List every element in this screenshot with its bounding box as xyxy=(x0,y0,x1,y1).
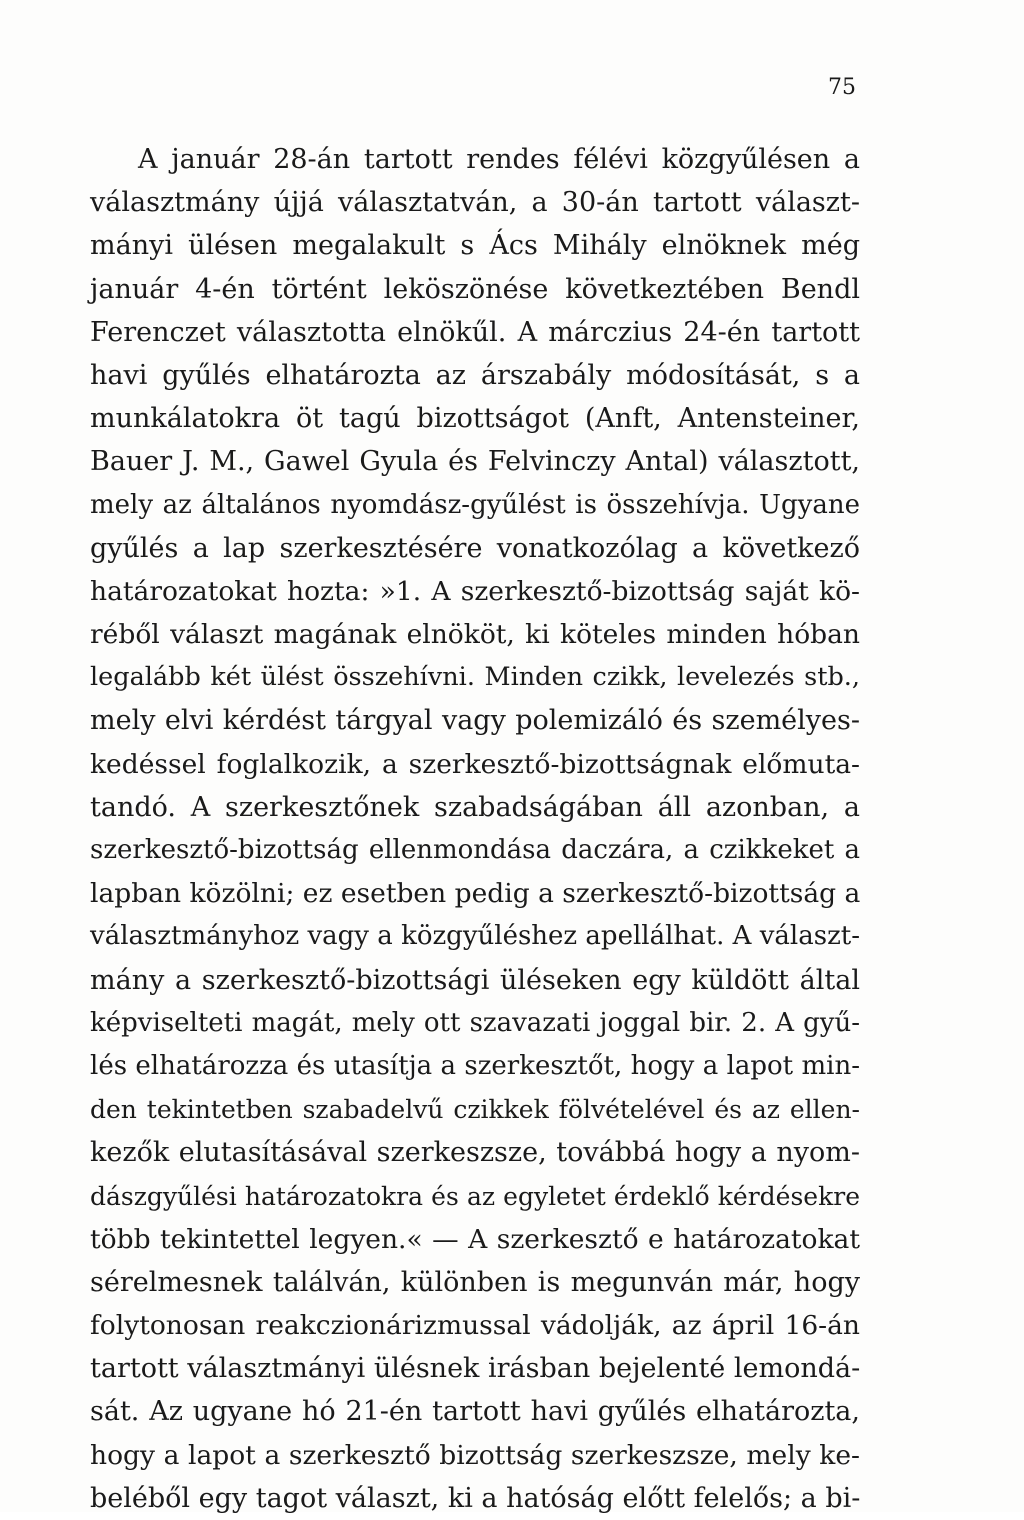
text-line: kedéssel foglalkozik, a szerkesztő-bizottságnak előmuta- xyxy=(90,748,860,780)
text-line: választmány újjá választatván, a 30-án tartott választ- xyxy=(90,187,860,219)
text-line: szerkesztő-bizottság ellenmondása daczára, a czikkeket a xyxy=(90,835,860,865)
text-line: mely az általános nyomdász-gyűlést is összehívja. Ugyane xyxy=(90,489,860,520)
text-line: beléből egy tagot választ, ki a hatóság előtt felelős; a bi- xyxy=(90,1482,861,1514)
text-line: mány a szerkesztő-bizottsági üléseken egy küldött által xyxy=(90,964,860,996)
text-line: választmányhoz vagy a közgyűléshez apellálhat. A választ- xyxy=(90,921,860,952)
text-line: lés elhatározza és utasítja a szerkesztőt, hogy a lapot min- xyxy=(90,1050,860,1081)
text-line: Bauer J. M., Gawel Gyula és Felvinczy Antal) választott, xyxy=(90,446,860,478)
text-line: legalább két ülést összehívni. Minden czikk, levelezés stb., xyxy=(90,662,860,693)
text-line: tartott választmányi ülésnek irásban bejelenté lemondá- xyxy=(90,1353,861,1385)
text-line: dászgyűlési határozatokra és az egyletet érdeklő kérdésekre xyxy=(90,1181,860,1211)
text-line: Ferenczet választotta elnökűl. A márczius 24-én tartott xyxy=(90,316,860,348)
page-number: 75 xyxy=(828,75,856,100)
text-line: munkálatokra öt tagú bizottságot (Anft, Antensteiner, xyxy=(90,403,860,435)
text-line: sát. Az ugyane hó 21-én tartott havi gyűlés elhatározta, xyxy=(90,1396,860,1428)
text-line: hogy a lapot a szerkesztő bizottság szerkeszsze, mely ke- xyxy=(90,1439,860,1471)
text-line: den tekintetben szabadelvű czikkek fölvételével és az ellen- xyxy=(90,1095,860,1125)
text-line: gyűlés a lap szerkesztésére vonatkozólag a következő xyxy=(90,532,860,564)
text-line: határozatokat hozta: »1. A szerkesztő-bizottság saját kö- xyxy=(90,575,860,607)
text-line: több tekintettel legyen.« — A szerkesztő e határozatokat xyxy=(90,1223,860,1255)
text-line: tandó. A szerkesztőnek szabadságában áll azonban, a xyxy=(90,791,860,823)
text-line: mányi ülésen megalakult s Ács Mihály elnöknek még xyxy=(90,230,860,262)
text-line: mely elvi kérdést tárgyal vagy polemizáló és személyes- xyxy=(90,705,860,737)
text-line: réből választ magának elnököt, ki köteles minden hóban xyxy=(90,619,860,651)
body-paragraph xyxy=(90,138,860,1520)
text-line: képviselteti magát, mely ott szavazati joggal bir. 2. A gyű- xyxy=(90,1007,860,1038)
text-line: kezők elutasításával szerkeszsze, továbbá hogy a nyom- xyxy=(90,1137,860,1169)
text-line: folytonosan reakczionárizmussal vádolják, az ápril 16-án xyxy=(90,1310,860,1342)
text-line: január 4-én történt leköszönése következtében Bendl xyxy=(90,273,860,305)
text-line: lapban közölni; ez esetben pedig a szerkesztő-bizottság a xyxy=(90,878,861,910)
text-line: A január 28-án tartott rendes félévi közgyűlésen a xyxy=(138,144,860,175)
text-line: sérelmesnek találván, különben is megunván már, hogy xyxy=(90,1266,860,1298)
text-line: havi gyűlés elhatározta az árszabály módosítását, s a xyxy=(90,359,860,391)
